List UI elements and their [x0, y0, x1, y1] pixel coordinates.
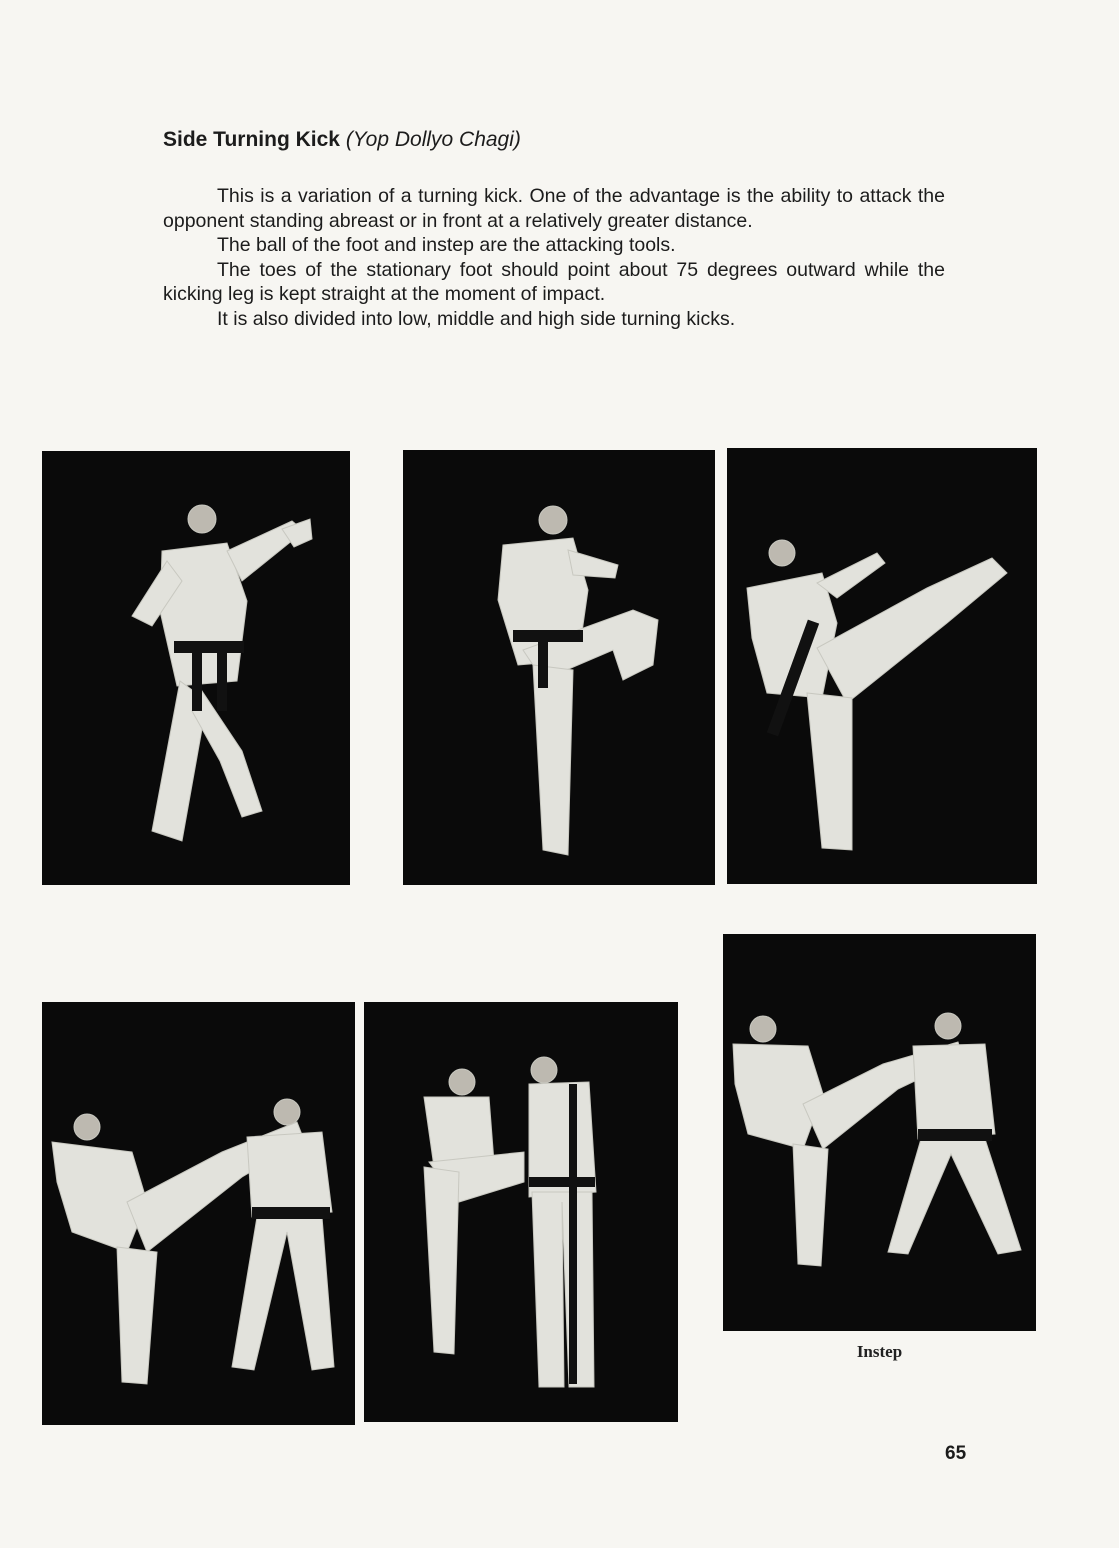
photo-side-turning-kick — [727, 448, 1037, 884]
heading-title: Side Turning Kick — [163, 128, 340, 151]
photo-knee-raise — [403, 450, 715, 885]
body-text — [163, 184, 945, 331]
paragraph: This is a variation of a turning kick. One of the advantage is the ability to attack the opponent standing abreast or in front at a relatively greater distance. — [163, 185, 945, 232]
figure-high-kick-to-partner — [42, 1002, 355, 1425]
photo-high-kick-to-partner — [42, 1002, 355, 1425]
heading-subtitle: (Yop Dollyo Chagi) — [345, 128, 521, 151]
photo-ready-stance — [42, 451, 350, 885]
photo-caption: Instep — [856, 1342, 903, 1361]
paragraph: It is also divided into low, middle and high side turning kicks. — [217, 307, 736, 330]
page-number: 65 — [945, 1443, 967, 1464]
figure-side-turning-kick — [727, 448, 1037, 884]
figure-middle-kick-instep — [723, 934, 1036, 1331]
figure-low-kick-to-partner — [364, 1002, 678, 1422]
paragraph: The toes of the stationary foot should point about 75 degrees outward while the kicking leg is kept straight at the moment of impact. — [163, 258, 945, 305]
paragraph: The ball of the foot and instep are the attacking tools. — [217, 234, 676, 256]
photo-low-kick-to-partner — [364, 1002, 678, 1422]
figure-ready-stance — [42, 451, 350, 885]
figure-knee-raise — [403, 450, 715, 885]
section-heading — [163, 128, 521, 152]
photo-middle-kick-instep — [723, 934, 1036, 1331]
